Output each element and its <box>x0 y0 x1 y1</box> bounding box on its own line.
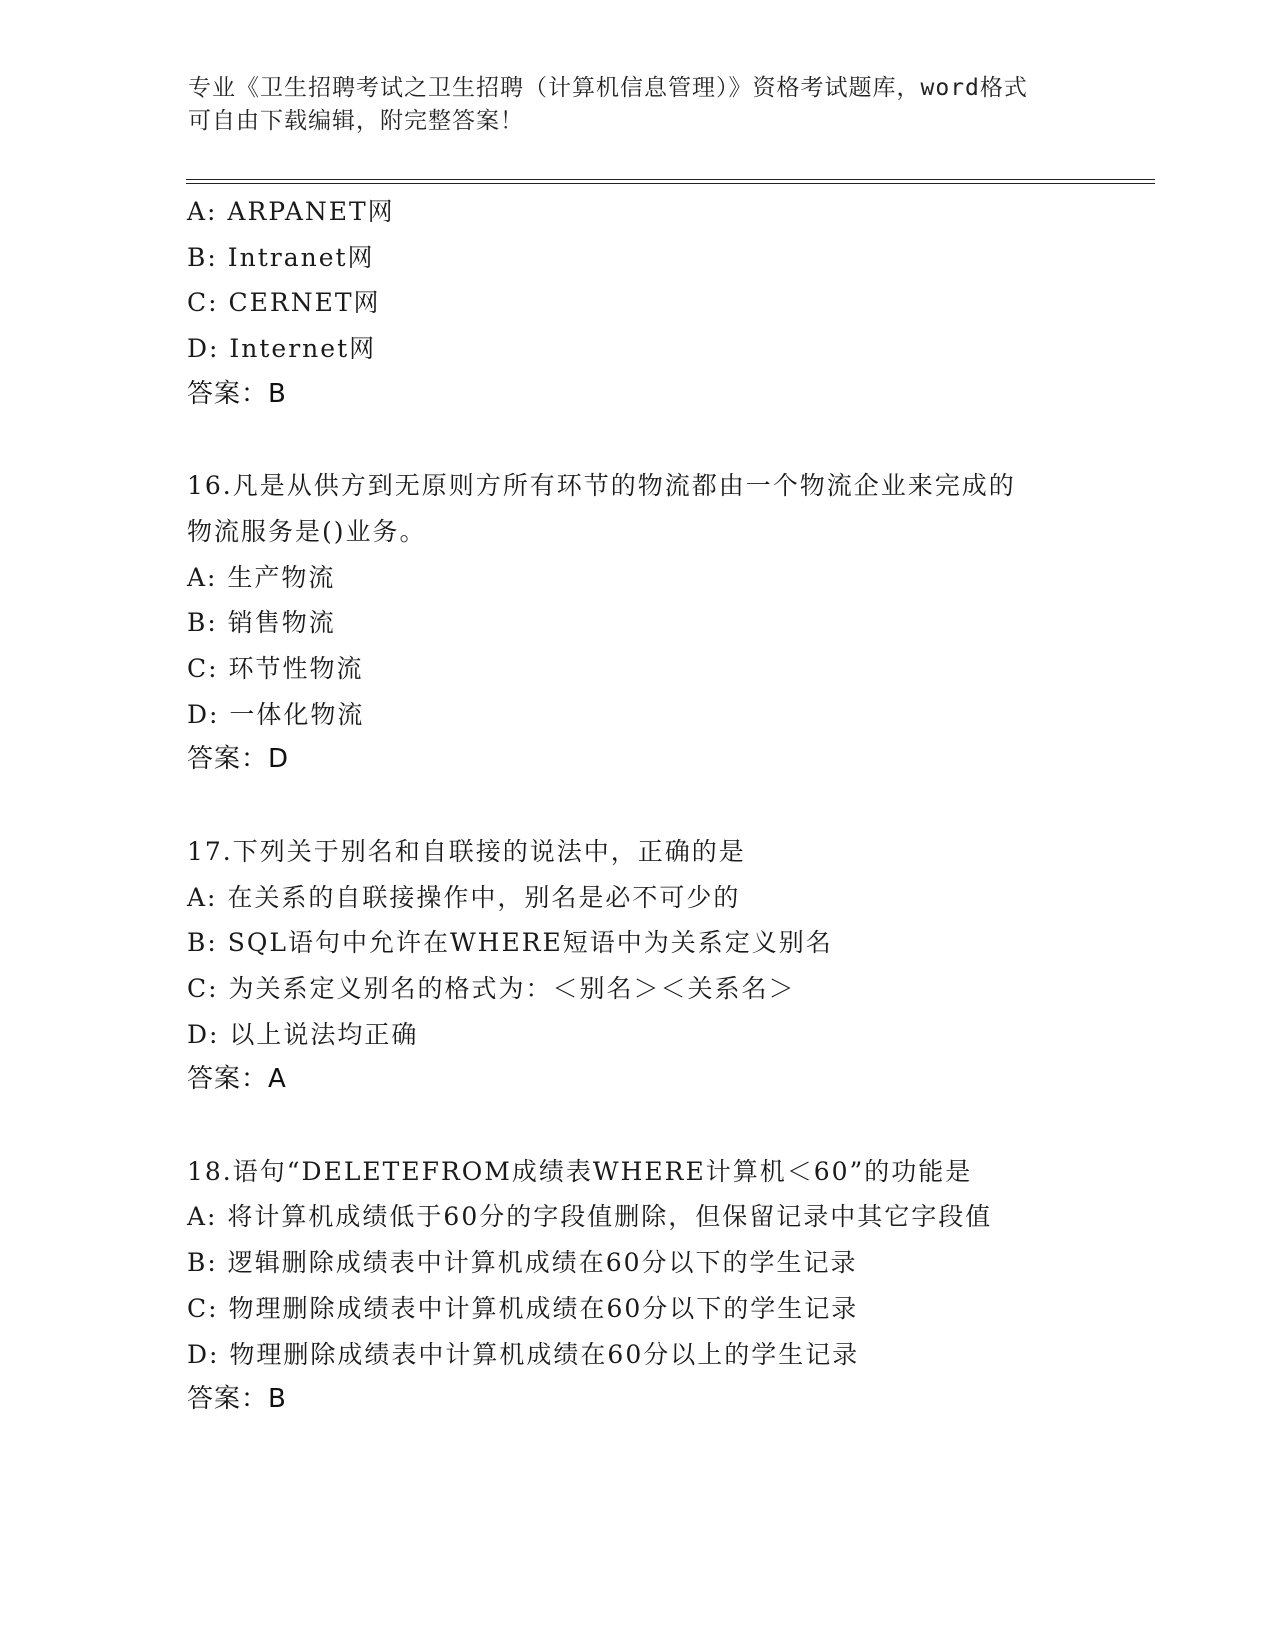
question-block <box>187 829 1147 1103</box>
question-block <box>187 463 1147 783</box>
option-c: C: 物理删除成绩表中计算机成绩在60分以下的学生记录 <box>187 1293 859 1323</box>
option-c: C: 为关系定义别名的格式为：＜别名＞＜关系名＞ <box>187 973 796 1003</box>
option-b: B: SQL语句中允许在WHERE短语中为关系定义别名 <box>187 928 833 958</box>
option-d: D: Internet网 <box>187 334 377 364</box>
answer-line: 答案：B <box>187 1384 287 1415</box>
question-stem-continued: 物流服务是()业务。 <box>187 516 427 546</box>
header-divider <box>186 179 1155 180</box>
question-block <box>187 189 1147 418</box>
question-block <box>187 1149 1147 1423</box>
answer-line: 答案：D <box>187 744 290 775</box>
option-b: B: 逻辑删除成绩表中计算机成绩在60分以下的学生记录 <box>187 1248 858 1278</box>
header-divider-second <box>186 183 1155 184</box>
question-stem: 18.语句“DELETEFROM成绩表WHERE计算机＜60”的功能是 <box>187 1156 973 1186</box>
option-a: A: ARPANET网 <box>187 197 395 226</box>
option-a: A: 在关系的自联接操作中，别名是必不可少的 <box>187 882 741 912</box>
answer-line: 答案：A <box>187 1064 287 1095</box>
question-list <box>187 189 1147 1423</box>
header-line-2: 可自由下载编辑，附完整答案！ <box>188 108 524 134</box>
option-c: C: CERNET网 <box>187 288 381 318</box>
document-header <box>188 72 1088 138</box>
header-line-1: 专业《卫生招聘考试之卫生招聘（计算机信息管理）》资格考试题库，word格式 <box>188 75 1028 101</box>
option-a: A: 生产物流 <box>187 562 336 592</box>
option-b: B: Intranet网 <box>187 242 375 272</box>
option-d: D: 物理删除成绩表中计算机成绩在60分以上的学生记录 <box>187 1339 860 1369</box>
spacer <box>187 418 1147 464</box>
option-c: C: 环节性物流 <box>187 654 364 684</box>
option-d: D: 一体化物流 <box>187 699 365 729</box>
question-stem: 16.凡是从供方到无原则方所有环节的物流都由一个物流企业来完成的 <box>187 471 1016 501</box>
option-d: D: 以上说法均正确 <box>187 1019 419 1049</box>
answer-line: 答案：B <box>187 378 287 409</box>
option-a: A: 将计算机成绩低于60分的字段值删除，但保留记录中其它字段值 <box>187 1202 993 1232</box>
spacer <box>187 1103 1147 1149</box>
spacer <box>187 783 1147 829</box>
option-b: B: 销售物流 <box>187 608 336 638</box>
question-stem: 17.下列关于别名和自联接的说法中，正确的是 <box>187 836 746 866</box>
